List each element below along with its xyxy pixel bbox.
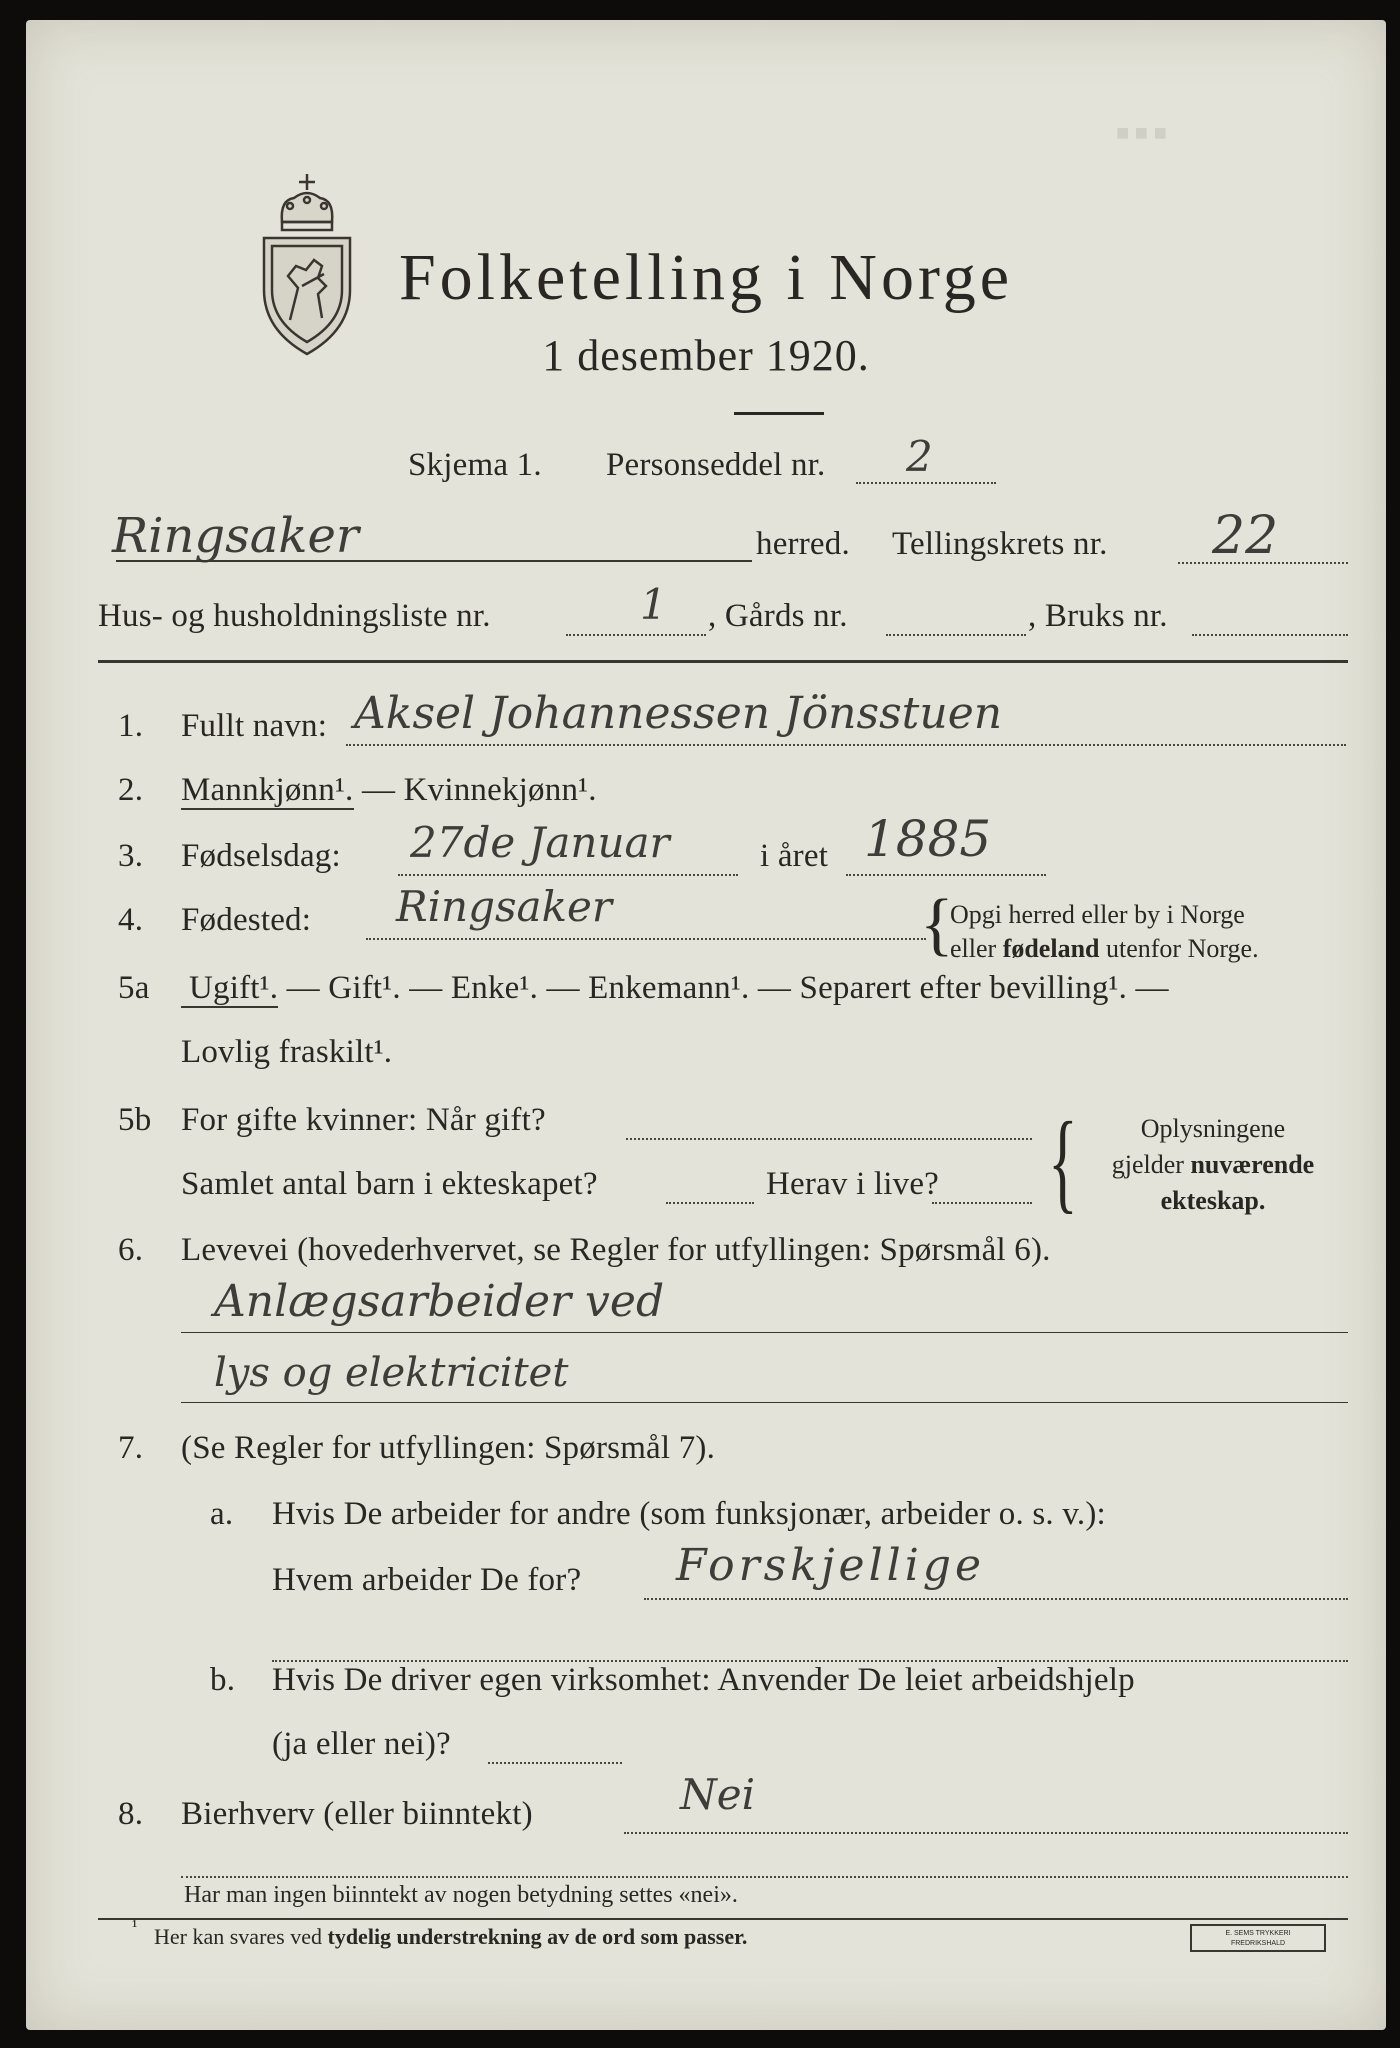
q3-label: Fødselsdag: xyxy=(181,838,341,874)
q5b-i-live-label: Herav i live? xyxy=(766,1166,940,1202)
personseddel-dotted-line xyxy=(856,482,996,484)
q5b-naar-gift-label: For gifte kvinner: Når gift? xyxy=(181,1102,546,1138)
q8-dotted-line2 xyxy=(181,1876,1348,1878)
q7b-text: Hvis De driver egen virksomhet: Anvender De leiet arbeidshjelp xyxy=(272,1662,1135,1698)
q2-options xyxy=(181,772,597,809)
q5b-note-line2 xyxy=(1078,1150,1348,1180)
q5b-antal-barn-dotted-line xyxy=(666,1202,754,1204)
header-separator xyxy=(98,660,1348,663)
q4-note-fodeland: fødeland xyxy=(1002,934,1100,963)
q5b-naar-gift-dotted-line xyxy=(626,1138,1032,1140)
q6-label: Levevei (hovederhvervet, se Regler for utfyllingen: Spørsmål 6). xyxy=(181,1232,1051,1268)
q4-brace: { xyxy=(920,886,954,963)
q1-dotted-line xyxy=(346,744,1346,746)
printer-stamp xyxy=(1190,1924,1326,1952)
q3-birth-day: 27de Januar xyxy=(410,818,670,867)
bleed-through-text: ■ ■ ■ xyxy=(1116,120,1167,145)
q2-kvinnekjonn: Kvinnekjønn¹. xyxy=(403,772,597,808)
husliste-label: Hus- og husholdningsliste nr. xyxy=(98,598,491,634)
q8-note: Har man ingen biinntekt av nogen betydning settes «nei». xyxy=(184,1882,738,1908)
tellingskrets-label: Tellingskrets nr. xyxy=(892,526,1108,562)
q7b-dotted-line xyxy=(488,1762,622,1764)
q4-note-line1: Opgi herred eller by i Norge xyxy=(950,900,1245,929)
q4-note-eller: eller xyxy=(950,934,1003,963)
q4-note-line2 xyxy=(950,934,1259,964)
footnote-text-b: tydelig understrekning av de ord som passer. xyxy=(327,1924,748,1949)
printer-stamp-line1: E. SEMS TRYKKERI xyxy=(1225,1930,1291,1937)
census-form-page xyxy=(26,20,1386,2030)
form-title: Folketelling i Norge xyxy=(398,241,1014,314)
q7a-text: Hvis De arbeider for andre (som funksjonær, arbeider o. s. v.): xyxy=(272,1496,1106,1532)
herred-label: herred. xyxy=(756,526,850,562)
q7a-employer: Forskjellige xyxy=(676,1540,985,1591)
q5b-note-nuvaerende: nuværende xyxy=(1190,1150,1315,1179)
q4-note-utenfor: utenfor Norge. xyxy=(1099,934,1259,963)
q5a-number: 5a xyxy=(118,970,150,1006)
q7b-letter: b. xyxy=(210,1662,236,1698)
q8-value: Nei xyxy=(680,1770,756,1819)
q8-dotted-line xyxy=(624,1832,1348,1834)
q3-year-dotted-line xyxy=(846,874,1046,876)
footnote-text-a: Her kan svares ved xyxy=(154,1924,328,1949)
q3-number: 3. xyxy=(118,838,144,874)
q1-full-name: Aksel Johannessen Jönsstuen xyxy=(354,688,1003,739)
q5b-note-line3: ekteskap. xyxy=(1160,1186,1266,1215)
husliste-value: 1 xyxy=(640,580,667,629)
q7a-letter: a. xyxy=(210,1496,234,1532)
q5b-antal-barn-label: Samlet antal barn i ekteskapet? xyxy=(181,1166,598,1202)
title-divider xyxy=(734,412,824,415)
q5a-line2: Lovlig fraskilt¹. xyxy=(181,1034,393,1070)
q6-occupation-line1: Anlægsarbeider ved xyxy=(214,1276,665,1327)
skjema-label: Skjema 1. xyxy=(408,447,542,483)
q8-label: Bierhverv (eller biinntekt) xyxy=(181,1796,533,1832)
q7a-question: Hvem arbeider De for? xyxy=(272,1562,582,1598)
q7a-dotted-line xyxy=(644,1598,1348,1600)
personseddel-label: Personseddel nr. xyxy=(606,447,826,483)
herred-value: Ringsaker xyxy=(112,508,359,564)
q2-number: 2. xyxy=(118,772,144,808)
tellingskrets-value: 22 xyxy=(1212,506,1279,566)
footnote-text xyxy=(154,1924,747,1950)
q5a-other-options: — Gift¹. — Enke¹. — Enkemann¹. — Separert efter bevilling¹. — xyxy=(278,970,1169,1006)
q7-label: (Se Regler for utfyllingen: Spørsmål 7). xyxy=(181,1430,716,1466)
footer-separator xyxy=(98,1918,1348,1920)
bruks-dotted-line xyxy=(1192,634,1348,636)
q4-label: Fødested: xyxy=(181,902,312,938)
q5b-note-gjelder: gjelder xyxy=(1111,1150,1191,1179)
q5a-options xyxy=(181,970,1169,1007)
gards-dotted-line xyxy=(886,634,1026,636)
bruks-label: , Bruks nr. xyxy=(1028,598,1168,634)
q3-birth-year: 1885 xyxy=(864,810,992,868)
q7-number: 7. xyxy=(118,1430,144,1466)
gards-label: , Gårds nr. xyxy=(708,598,848,634)
personseddel-value: 2 xyxy=(906,432,933,481)
q5a-ugift-underlined: Ugift¹. xyxy=(181,970,278,1008)
q4-number: 4. xyxy=(118,902,144,938)
q6-answer-line2 xyxy=(181,1402,1348,1403)
q4-birthplace: Ringsaker xyxy=(396,882,612,931)
q5b-i-live-dotted-line xyxy=(932,1202,1032,1204)
q2-mannkjonn-underlined: Mannkjønn¹. xyxy=(181,772,354,808)
q4-dotted-line xyxy=(366,938,926,940)
q5b-note-line1: Oplysningene xyxy=(1140,1114,1286,1143)
q3-day-dotted-line xyxy=(398,874,738,876)
printer-stamp-line2: FREDRIKSHALD xyxy=(1230,1940,1286,1947)
q1-number: 1. xyxy=(118,708,144,744)
census-date: 1 desember 1920. xyxy=(542,331,870,380)
footnote-marker: ¹ xyxy=(132,1916,138,1936)
q6-occupation-line2: lys og elektricitet xyxy=(214,1350,569,1396)
q6-answer-line1 xyxy=(181,1332,1348,1333)
herred-underline xyxy=(116,560,752,562)
q1-label: Fullt navn: xyxy=(181,708,328,744)
q5b-number: 5b xyxy=(118,1102,152,1138)
q7b-question: (ja eller nei)? xyxy=(272,1726,451,1762)
husliste-dotted-line xyxy=(566,634,706,636)
q6-number: 6. xyxy=(118,1232,144,1268)
q5b-brace: { xyxy=(1048,1100,1078,1224)
q2-separator: — xyxy=(353,772,404,808)
q3-year-label: i året xyxy=(760,838,829,874)
q8-number: 8. xyxy=(118,1796,144,1832)
